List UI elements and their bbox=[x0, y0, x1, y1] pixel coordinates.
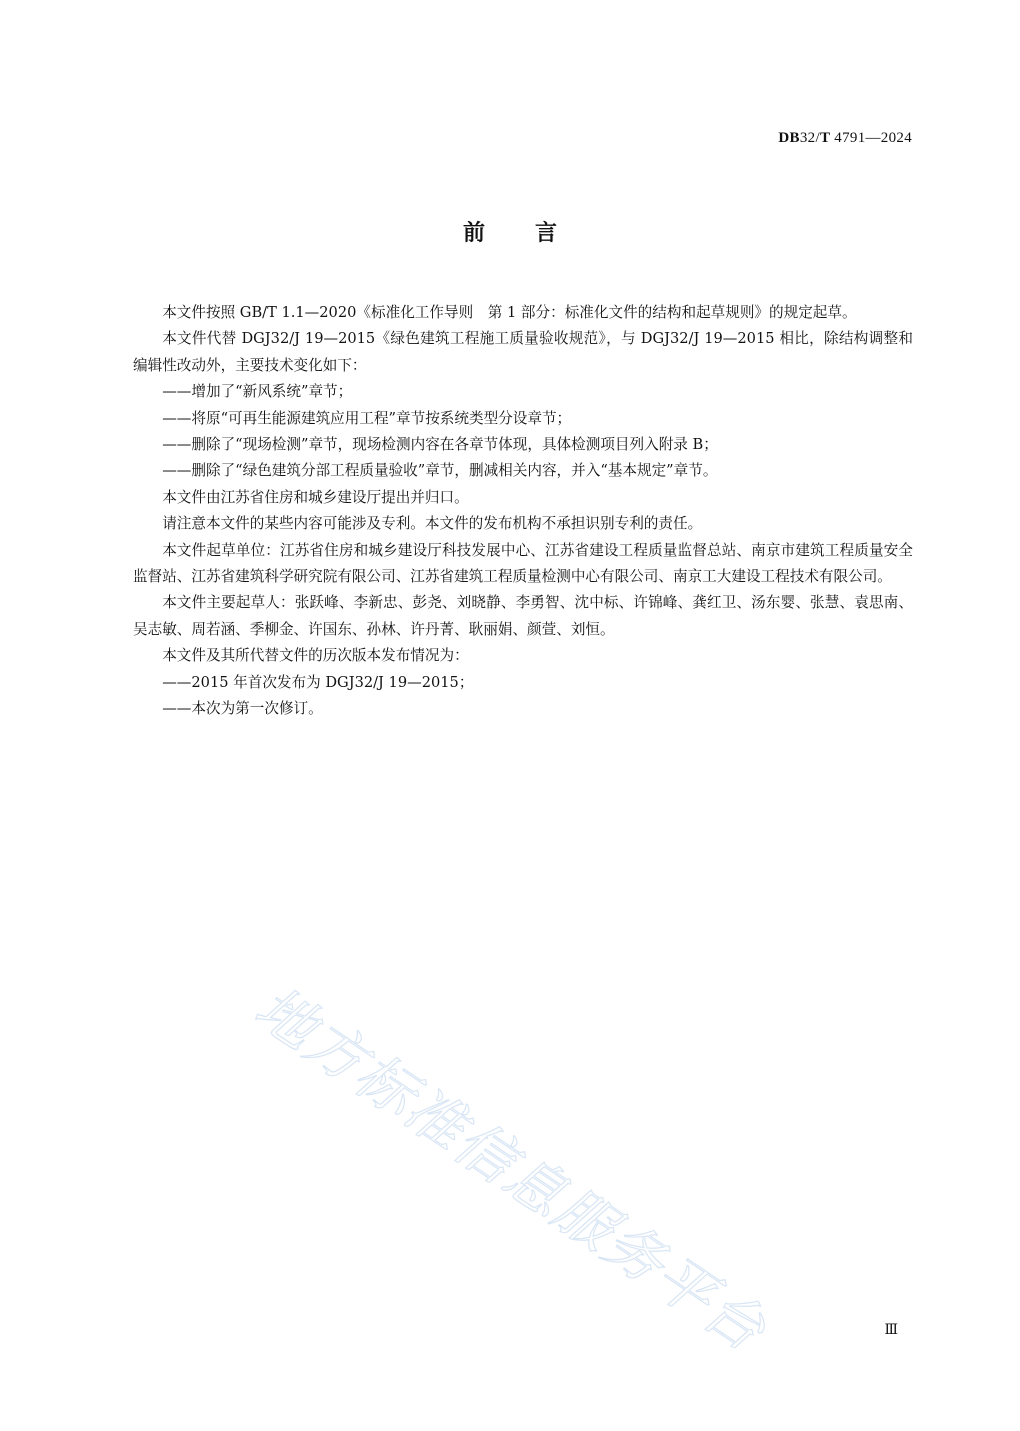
code-prefix: DB bbox=[778, 130, 800, 146]
history-item: ——2015 年首次发布为 DGJ32/J 19—2015； bbox=[162, 673, 474, 691]
foreword-body bbox=[133, 300, 913, 723]
change-item: ——删除了“绿色建筑分部工程质量验收”章节，删减相关内容，并入“基本规定”章节。 bbox=[162, 462, 718, 480]
code-number: 4791—2024 bbox=[830, 130, 912, 146]
paragraph: 本文件代替 DGJ32/J 19—2015《绿色建筑工程施工质量验收规范》，与 DGJ32/J 19—2015 相比，除结构调整和编辑性改动外，主要技术变化如下： bbox=[133, 330, 913, 374]
standard-code bbox=[778, 130, 912, 147]
change-item: ——增加了“新风系统”章节； bbox=[162, 383, 353, 401]
watermark: 地方标准信息服务平台 bbox=[243, 972, 779, 1365]
paragraph: 本文件按照 GB/T 1.1—2020《标准化工作导则 第 1 部分：标准化文件的结构和起草规则》的规定起草。 bbox=[162, 304, 857, 321]
paragraph: 本文件起草单位：江苏省住房和城乡建设厅科技发展中心、江苏省建设工程质量监督总站、南京市建筑工程质量安全监督站、江苏省建筑科学研究院有限公司、江苏省建筑工程质量检测中心有限公司、南京工大建设工程技术有限公司。 bbox=[133, 541, 913, 586]
change-item: ——将原“可再生能源建筑应用工程”章节按系统类型分设章节； bbox=[162, 409, 572, 427]
history-item: ——本次为第一次修订。 bbox=[162, 700, 323, 718]
page-number: Ⅲ bbox=[884, 1322, 898, 1338]
code-type: T bbox=[819, 130, 831, 146]
paragraph: 本文件由江苏省住房和城乡建设厅提出并归口。 bbox=[162, 488, 469, 506]
page-title: 前言 bbox=[462, 221, 607, 246]
code-province: 32/ bbox=[799, 130, 820, 146]
paragraph: 请注意本文件的某些内容可能涉及专利。本文件的发布机构不承担识别专利的责任。 bbox=[162, 515, 703, 533]
paragraph: 本文件及其所代替文件的历次版本发布情况为： bbox=[162, 647, 469, 665]
change-item: ——删除了“现场检测”章节，现场检测内容在各章节体现，具体检测项目列入附录 B； bbox=[162, 436, 718, 454]
paragraph: 本文件主要起草人：张跃峰、李新忠、彭尧、刘晓静、李勇智、沈中标、许锦峰、龚红卫、汤东婴、张慧、袁思南、吴志敏、周若涵、季柳金、许国东、孙林、许丹菁、耿丽娟、颜萱、刘恒。 bbox=[133, 594, 913, 638]
